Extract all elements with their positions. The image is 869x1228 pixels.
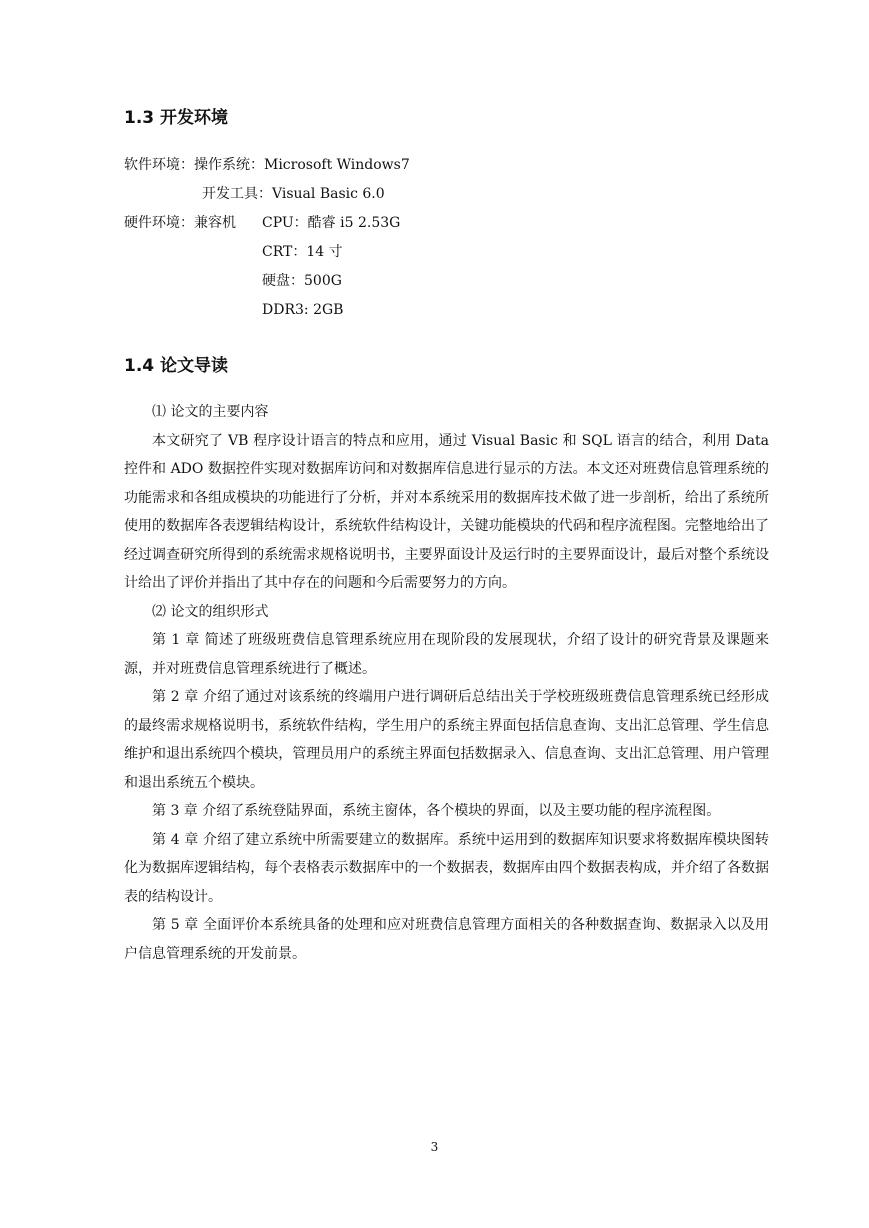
paragraph-chapter-2: 第 2 章 介绍了通过对该系统的终端用户进行调研后总结出关于学校班级班费信息管理系统已经形成的最终需求规格说明书，系统软件结构，学生用户的系统主界面包括信息查询、支出汇总管理、学生信息维护和退出系统四个模块，管理员用户的系统主界面包括数据录入、信息查询、支出汇总管理、用户管理和退出系统五个模块。	[124, 689, 769, 791]
ram-line: DDR3: 2GB	[262, 302, 344, 318]
disk-line: 硬盘：500G	[262, 273, 342, 289]
crt-line: CRT：14 寸	[262, 244, 343, 260]
paragraph-organization-label: ⑵ 论文的组织形式	[152, 603, 269, 620]
paragraph-chapter-5: 第 5 章 全面评价本系统具备的处理和应对班费信息管理方面相关的各种数据查询、数据录入以及用户信息管理系统的开发前景。	[124, 917, 769, 962]
paragraph-main-content-label: ⑴ 论文的主要内容	[152, 404, 269, 420]
paragraph-main-content: 本文研究了 VB 程序设计语言的特点和应用，通过 Visual Basic 和 SQL 语言的结合，利用 Data 控件和 ADO 数据控件实现对数据库访问和对数据库信息进行显示的方法。本文还对班费信息管理系统的功能需求和各组成模块的功能进行了分析，并对本系统采用的数据库技术做了进一步剖析，给出了系统所使用的数据库各表逻辑结构设计，系统软件结构设计，关键功能模块的代码和程序流程图。完整地给出了经过调查研究所得到的系统需求规格说明书，主要界面设计及运行时的主要界面设计，最后对整个系统设计给出了评价并指出了其中存在的问题和今后需要努力的方向。	[124, 432, 769, 591]
software-env-label: 软件环境：	[124, 157, 194, 173]
hardware-env-label: 硬件环境：	[124, 215, 194, 231]
paragraph-chapter-3: 第 3 章 介绍了系统登陆界面，系统主窗体，各个模块的界面，以及主要功能的程序流程图。	[152, 803, 721, 819]
os-line: 操作系统：Microsoft Windows7	[194, 157, 410, 173]
section-heading-dev-env: 1.3 开发环境	[124, 108, 229, 128]
paragraph-chapter-1: 第 1 章 简述了班级班费信息管理系统应用在现阶段的发展现状，介绍了设计的研究背景及课题来源，并对班费信息管理系统进行了概述。	[124, 632, 769, 677]
machine-type: 兼容机	[194, 215, 236, 231]
section-heading-thesis-guide: 1.4 论文导读	[124, 356, 229, 376]
thesis-guide-body	[124, 398, 769, 968]
paragraph-chapter-4: 第 4 章 介绍了建立系统中所需要建立的数据库。系统中运用到的数据库知识要求将数据库模块图转化为数据库逻辑结构，每个表格表示数据库中的一个数据表，数据库由四个数据表构成，并介绍了各数据表的结构设计。	[124, 831, 769, 905]
cpu-line: CPU：酷睿 i5 2.53G	[262, 215, 401, 231]
page-number: 3	[430, 1140, 439, 1154]
dev-tool-line: 开发工具：Visual Basic 6.0	[202, 186, 385, 202]
